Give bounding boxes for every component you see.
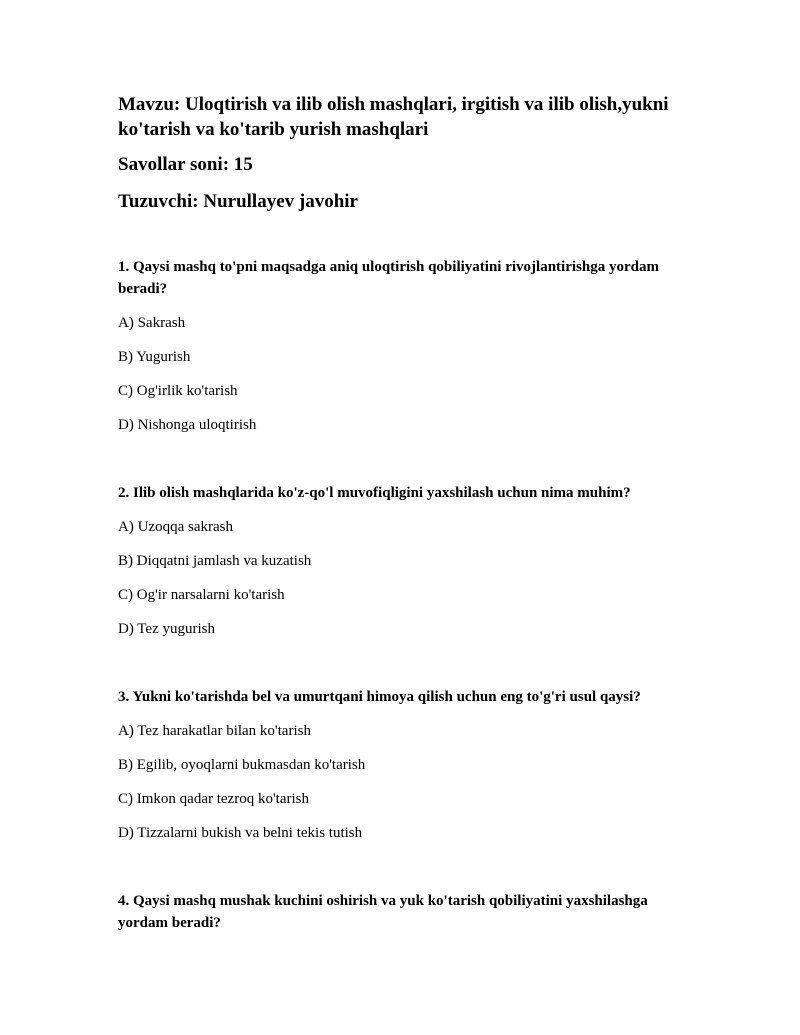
option-b: B) Egilib, oyoqlarni bukmasdan ko'tarish: [118, 757, 366, 773]
option-d: D) Tez yugurish: [118, 621, 215, 637]
question-count: Savollar soni: 15: [118, 154, 253, 175]
document-page: [118, 92, 698, 946]
option-c: C) Og'irlik ko'tarish: [118, 383, 238, 399]
author-line: Tuzuvchi: Nurullayev javohir: [118, 191, 358, 212]
option-d: D) Nishonga uloqtirish: [118, 417, 257, 433]
option-d: D) Tizzalarni bukish va belni tekis tutish: [118, 825, 363, 841]
question-2: [118, 482, 698, 640]
option-b: B) Diqqatni jamlash va kuzatish: [118, 553, 312, 569]
option-a: A) Uzoqqa sakrash: [118, 519, 233, 535]
question-4: [118, 890, 698, 934]
question-1: [118, 256, 698, 436]
question-text: 3. Yukni ko'tarishda bel va umurtqani himoya qilish uchun eng to'g'ri usul qaysi?: [118, 689, 641, 705]
question-text: 2. Ilib olish mashqlarida ko'z-qo'l muvofiqligini yaxshilash uchun nima muhim?: [118, 485, 631, 501]
option-c: C) Imkon qadar tezroq ko'tarish: [118, 791, 309, 807]
option-a: A) Tez harakatlar bilan ko'tarish: [118, 723, 311, 739]
question-text: 1. Qaysi mashq to'pni maqsadga aniq uloqtirish qobiliyatini rivojlantirishga yordam beradi?: [118, 259, 659, 297]
question-3: [118, 686, 698, 844]
option-a: A) Sakrash: [118, 315, 186, 331]
question-text: 4. Qaysi mashq mushak kuchini oshirish va yuk ko'tarish qobiliyatini yaxshilashga yordam beradi?: [118, 893, 648, 931]
topic-heading: Mavzu: Uloqtirish va ilib olish mashqlari, irgitish va ilib olish,yukni ko'tarish va ko'tarib yurish mashqlari: [118, 94, 669, 140]
option-b: B) Yugurish: [118, 349, 191, 365]
option-c: C) Og'ir narsalarni ko'tarish: [118, 587, 285, 603]
